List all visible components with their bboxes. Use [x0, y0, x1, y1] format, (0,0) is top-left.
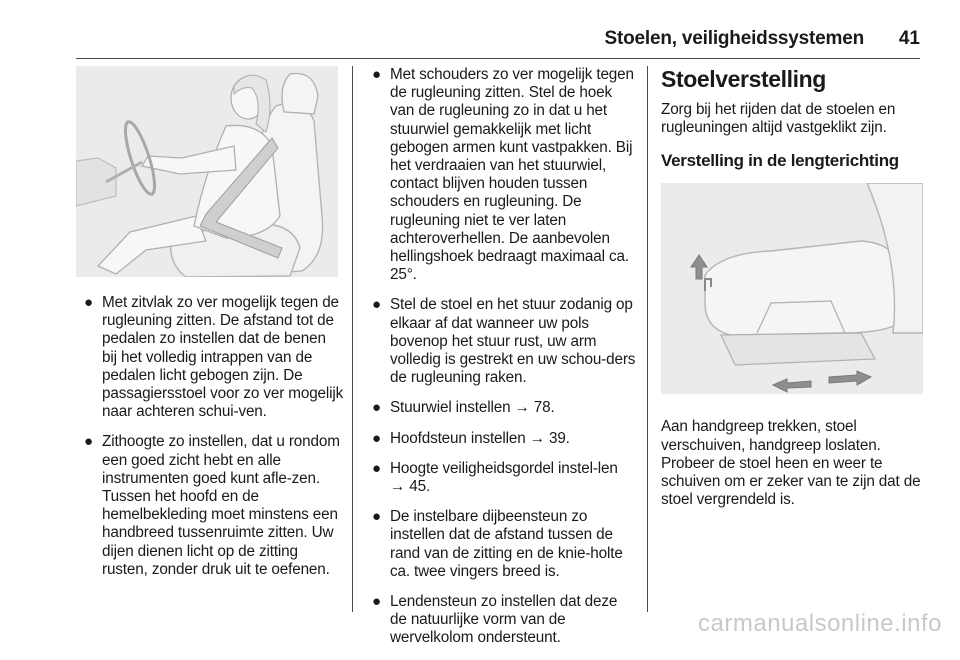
bullet-icon: ●: [372, 66, 381, 83]
bullet-icon: ●: [372, 459, 381, 477]
column-3: [661, 66, 923, 509]
seat-adjustment-illustration: [661, 183, 923, 394]
column-divider-1: [352, 66, 353, 612]
list-item: [364, 296, 636, 387]
bullet-icon: ●: [372, 296, 381, 314]
seating-instructions-list-continued: [364, 66, 636, 648]
list-item: [364, 66, 636, 284]
list-item-text: Zithoogte zo instellen, dat u rondom een goed zicht hebt en alle instrumenten goed kunt afle-zen. Tussen het hoofd en de hemelbekleding moet minstens een handbreed tussenruimte zitten. Uw dijen dienen licht op de zitting rusten, zonder druk uit te oefenen.: [102, 433, 340, 578]
column-2: [364, 66, 636, 660]
subsection-heading: Verstelling in de lengterichting: [661, 151, 899, 171]
page-number: 41: [898, 28, 920, 49]
list-item-text: Hoofdsteun instellen → 39.: [390, 429, 570, 447]
list-item-text: Stel de stoel en het stuur zodanig op elkaar af dat wanneer uw pols bovenop het stuur rust, uw arm volledig is gestrekt en uw schou-ders de rugleuning raken.: [390, 296, 636, 387]
list-item: [364, 430, 636, 448]
list-item-text: De instelbare dijbeensteun zo instellen dat de afstand tussen de rand van de zitting en de knie-holte ca. twee vingers breed is.: [390, 508, 623, 580]
list-item-text: Stuurwiel instellen → 78.: [390, 399, 555, 417]
bullet-icon: ●: [84, 433, 93, 451]
driver-seating-illustration: [76, 66, 338, 277]
bullet-icon: ●: [84, 294, 93, 311]
list-item: [76, 433, 344, 579]
seat-adjustment-drawing: [661, 183, 923, 394]
seating-instructions-list: [76, 294, 344, 579]
list-item: [364, 508, 636, 581]
list-item: [364, 593, 636, 648]
list-item: [364, 460, 636, 496]
bullet-icon: ●: [372, 399, 381, 417]
bullet-icon: ●: [372, 508, 381, 526]
section-heading: Stoelverstelling: [661, 66, 826, 92]
column-1: [76, 66, 344, 591]
bullet-icon: ●: [372, 593, 381, 611]
section-intro: Zorg bij het rijden dat de stoelen en rugleuningen altijd vastgeklikt zijn.: [661, 101, 896, 137]
driver-seating-drawing: [76, 66, 338, 277]
list-item-text: Lendensteun zo instellen dat deze de natuurlijke vorm van de wervelkolom ondersteunt.: [390, 593, 618, 647]
list-item: [364, 399, 636, 417]
watermark: carmanualsonline.info: [698, 610, 942, 637]
list-item: [76, 294, 344, 421]
header-divider: [76, 58, 920, 59]
page-title: Stoelen, veiligheidssystemen: [604, 28, 864, 49]
bullet-icon: ●: [372, 429, 381, 447]
list-item-text: Hoogte veiligheidsgordel instel-len → 45.: [390, 459, 618, 496]
list-item-text: Met zitvlak zo ver mogelijk tegen de rugleuning zitten. De afstand tot de pedalen zo instellen dat de benen bij het volledig intrappen van de pedalen licht gebogen zijn. De passagiersstoel voor zo ver mogelijk naar achteren schui-ven.: [102, 294, 344, 421]
section-body: Aan handgreep trekken, stoel verschuiven, handgreep loslaten. Probeer de stoel heen en weer te schuiven om er zeker van te zijn dat de stoel vergrendeld is.: [661, 418, 921, 509]
list-item-text: Met schouders zo ver mogelijk tegen de rugleuning zitten. Stel de hoek van de rugleuning zo in dat u het stuurwiel gemakkelijk met licht gebogen armen kunt vastpakken. Bij het verdraaien van het stuurwiel, contact blijven houden tussen schouders en rugleuning. De rugleuning niet te ver laten achteroverhellen. De aanbevolen hellingshoek bedraagt maximaal ca. 25°.: [390, 66, 634, 284]
page-header: [0, 28, 960, 58]
column-divider-2: [647, 66, 648, 612]
